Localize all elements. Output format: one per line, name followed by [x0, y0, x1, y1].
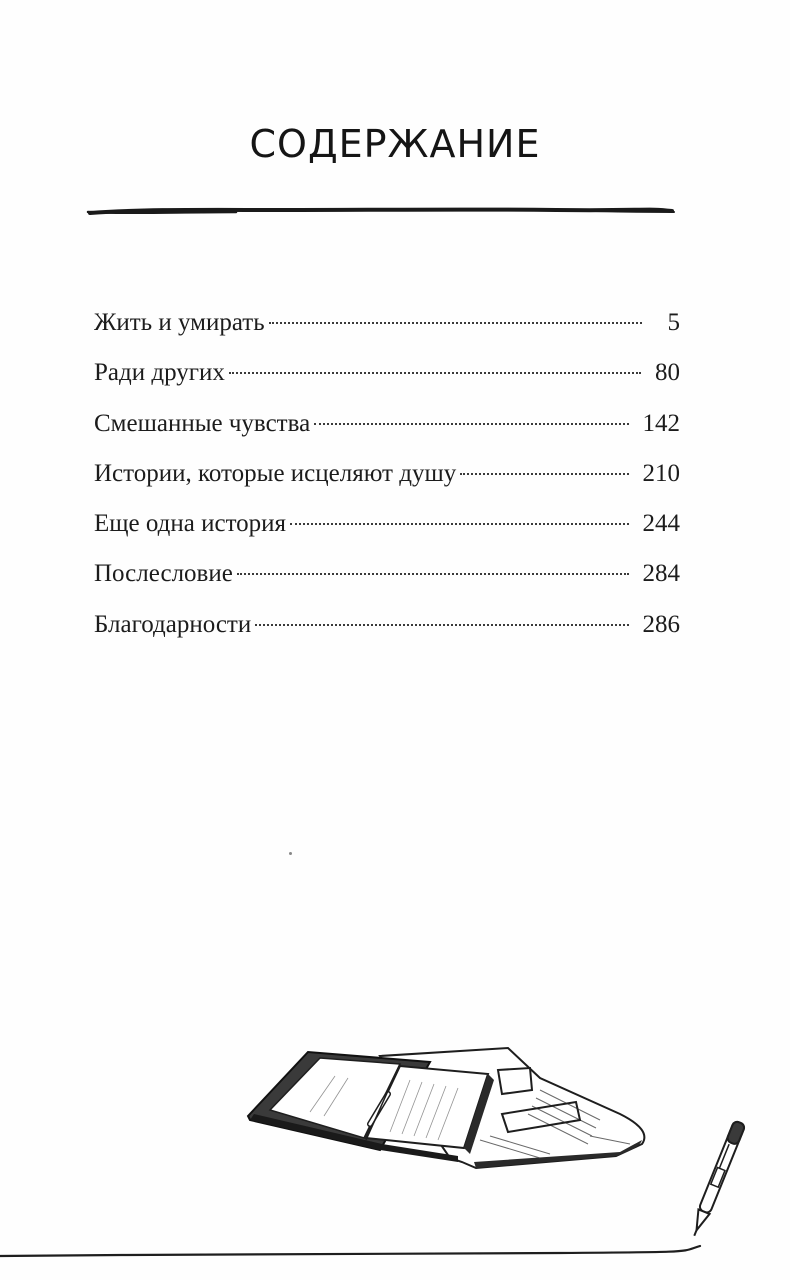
toc-leader-dots [314, 423, 628, 425]
toc-entry[interactable] [94, 298, 680, 348]
pen-stroke-line [0, 1236, 790, 1266]
toc-leader-dots [269, 322, 642, 324]
toc-entry-page: 5 [667, 309, 680, 336]
toc-leader-dots [237, 573, 629, 575]
toc-entry[interactable] [94, 600, 680, 650]
paper-speck [289, 852, 292, 855]
toc-entry-page: 244 [642, 510, 680, 538]
toc-leader-dots [460, 473, 628, 475]
toc-entry-page: 286 [642, 610, 680, 638]
toc-entry-page: 210 [642, 459, 680, 487]
pen-icon [676, 1112, 756, 1252]
table-of-contents [94, 298, 680, 650]
toc-entry-page: 142 [642, 409, 680, 437]
toc-entry-title: Смешанные чувства [94, 409, 311, 437]
toc-entry[interactable] [94, 449, 680, 499]
toc-entry-page: 284 [642, 560, 680, 588]
toc-leader-dots [229, 372, 641, 374]
toc-entry[interactable] [94, 348, 680, 398]
toc-entry-title: Благодарности [94, 610, 252, 638]
toc-entry[interactable] [94, 399, 680, 449]
title-underline [86, 200, 676, 222]
toc-entry-title: Еще одна история [94, 510, 287, 538]
toc-entry-title: Послесловие [94, 560, 233, 588]
toc-entry[interactable] [94, 499, 680, 549]
toc-entry[interactable] [94, 549, 680, 599]
notebook-and-folder-icon [240, 1040, 660, 1180]
toc-leader-dots [290, 523, 628, 525]
toc-leader-dots [255, 624, 628, 626]
toc-entry-page: 80 [655, 359, 680, 387]
page-title: СОДЕРЖАНИЕ [249, 122, 541, 166]
toc-entry-title: Жить и умирать [94, 309, 265, 336]
toc-entry-title: Истории, которые исцеляют душу [94, 459, 457, 487]
toc-entry-title: Ради других [94, 359, 225, 387]
